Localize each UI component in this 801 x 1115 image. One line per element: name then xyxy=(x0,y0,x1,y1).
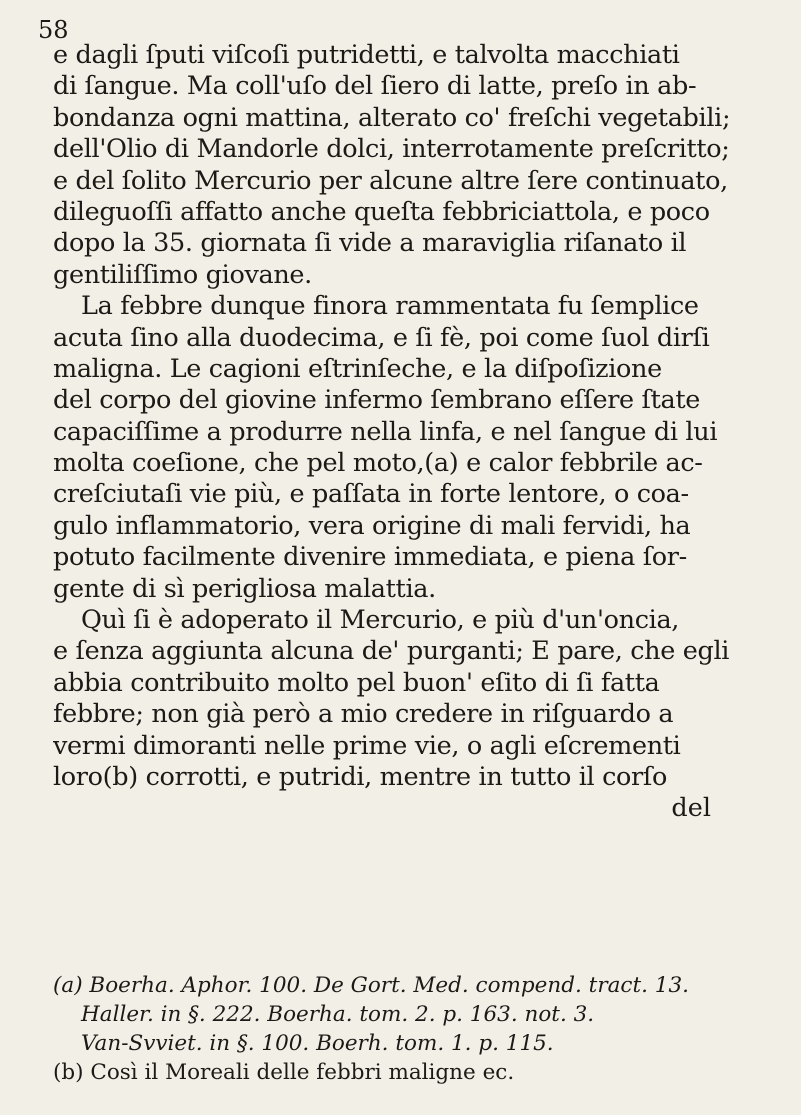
text-line: dell'Olio di Mandorle dolci, interrotamente preſcritto; xyxy=(53,134,730,165)
text-line: potuto facilmente divenire immediata, e piena ſor- xyxy=(53,542,687,573)
page-number: 58 xyxy=(38,16,69,44)
text-line: La febbre dunque finora rammentata fu ſemplice xyxy=(81,291,699,322)
text-line: bondanza ogni mattina, alterato co' freſchi vegetabili; xyxy=(53,102,731,133)
text-line: del corpo del giovine infermo ſembrano eſſere ſtate xyxy=(53,385,701,416)
text-line: Quì ſi è adoperato il Mercurio, e più d'un'oncia, xyxy=(81,605,680,636)
text-line: loro(b) corrotti, e putridi, mentre in tutto il corſo xyxy=(53,761,667,792)
text-line: vermi dimoranti nelle prime vie, o agli eſcrementi xyxy=(53,730,681,761)
footnotes xyxy=(53,971,765,1087)
text-line: molta coeſione, che pel moto,(a) e calor febbrile ac- xyxy=(53,448,703,479)
text-line: di ſangue. Ma coll'uſo del ſiero di latte, preſo in ab- xyxy=(53,71,697,102)
text-line: febbre; non già però a mio credere in riſguardo a xyxy=(53,699,674,730)
text-line: e dagli ſputi viſcoſi putridetti, e talvolta macchiati xyxy=(53,40,680,70)
text-line: maligna. Le cagioni eſtrinſeche, e la diſpoſizione xyxy=(53,353,662,384)
body-text xyxy=(53,40,765,825)
text-line: e ſenza aggiunta alcuna de' purganti; E pare, che egli xyxy=(53,636,730,667)
footnote-a: (a) Boerha. Aphor. 100. De Gort. Med. compend. tract. 13. xyxy=(53,973,689,998)
text-line: capaciſſime a produrre nella linfa, e nel ſangue di lui xyxy=(53,416,718,447)
text-line: creſciutaſi vie più, e paſſata in forte lentore, o coa- xyxy=(53,479,689,510)
text-line: gulo inflammatorio, vera origine di mali fervidi, ha xyxy=(53,510,691,541)
footnote-b: (b) Così il Moreali delle febbri maligne ec. xyxy=(53,1060,515,1085)
text-line: dileguoſſi affatto anche queſta febbriciattola, e poco xyxy=(53,196,710,227)
footnote-a-continued: Haller. in §. 222. Boerha. tom. 2. p. 163. not. 3. xyxy=(81,1002,595,1027)
catchword: del xyxy=(671,793,711,824)
text-line: abbia contribuito molto pel buon' eſito di ſi fatta xyxy=(53,667,660,698)
text-line: gente di sì perigliosa malattia. xyxy=(53,573,436,604)
text-line: e del ſolito Mercurio per alcune altre ſere continuato, xyxy=(53,165,728,196)
text-line: gentiliſſimo giovane. xyxy=(53,259,312,290)
footnote-a-continued: Van-Svviet. in §. 100. Boerh. tom. 1. p. 115. xyxy=(81,1031,554,1056)
text-line: dopo la 35. giornata ſi vide a maraviglia riſanato il xyxy=(53,228,687,259)
text-line: acuta ſino alla duodecima, e ſi fè, poi come ſuol dirſi xyxy=(53,322,710,353)
